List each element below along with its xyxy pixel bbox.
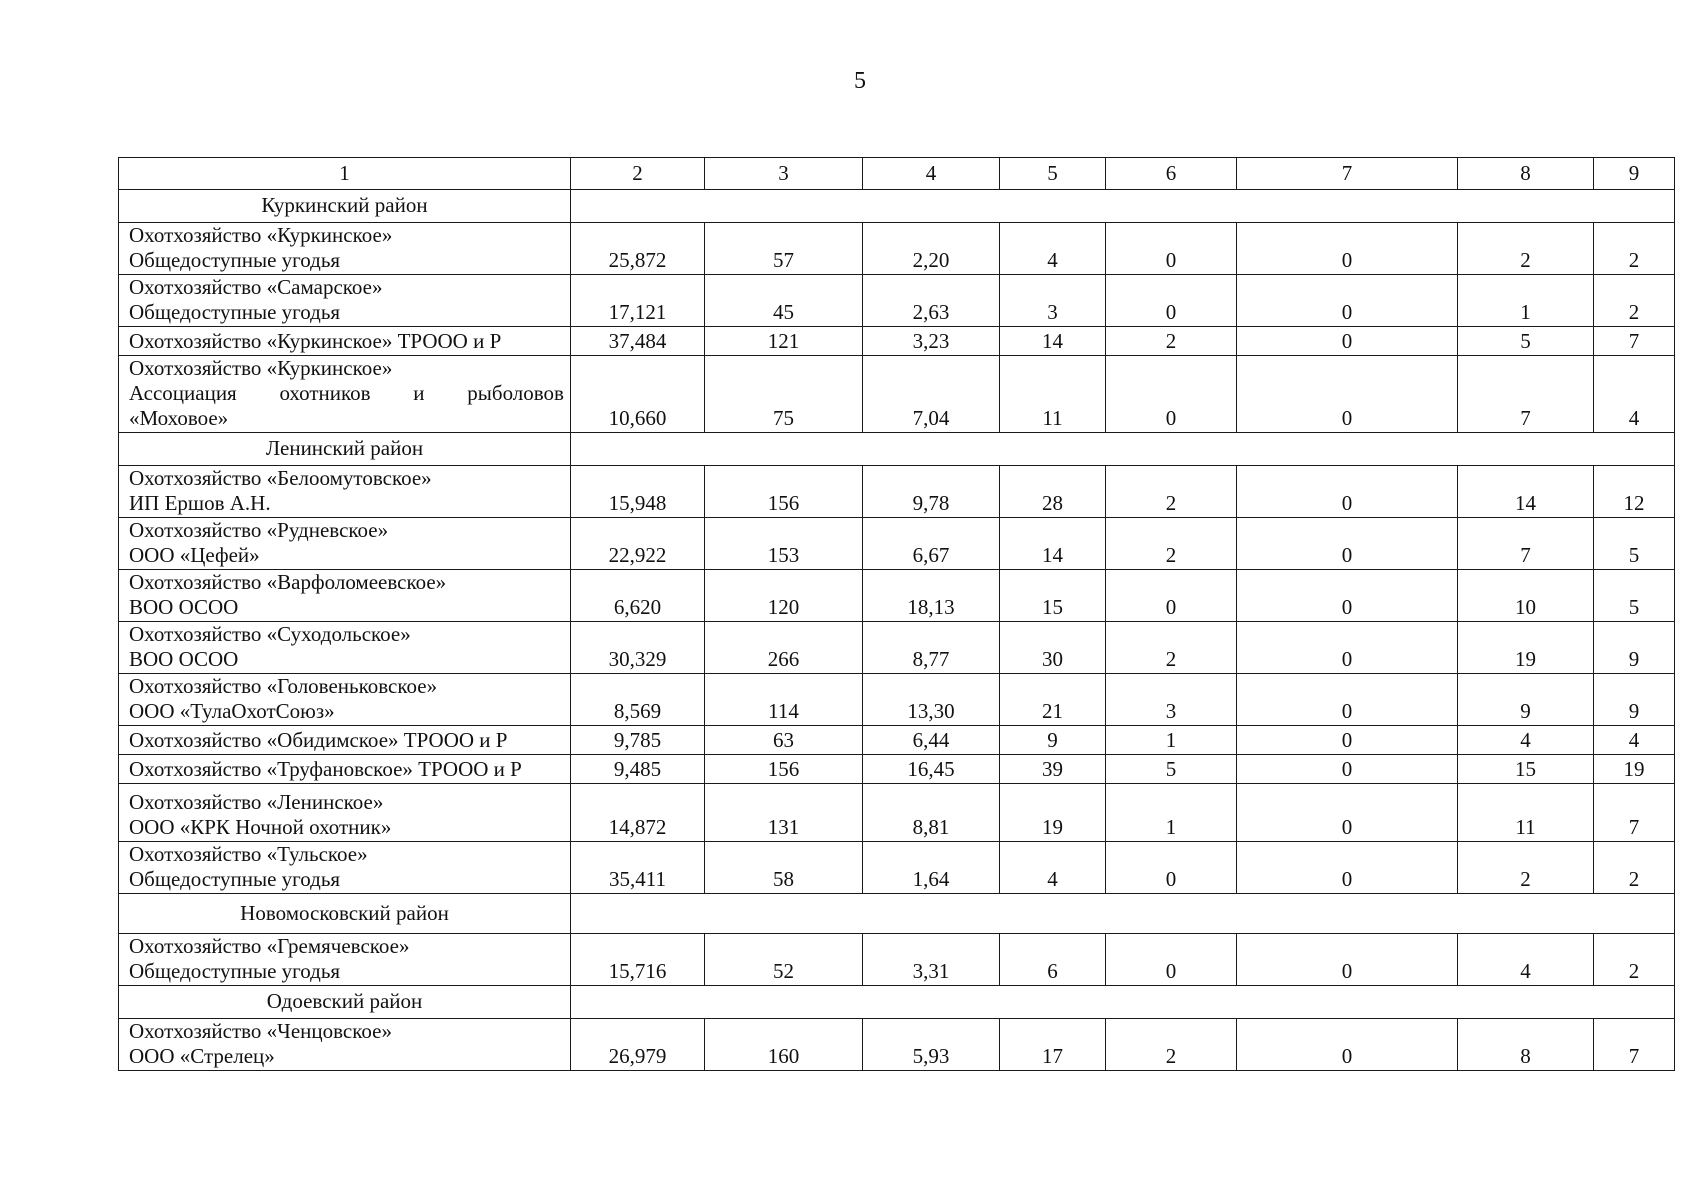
hunting-ground-name (119, 784, 571, 842)
value-cell-col-7: 0 (1237, 755, 1458, 784)
table-row (119, 842, 1675, 894)
value-cell-col-6: 2 (1106, 622, 1237, 674)
value-cell-col-8: 11 (1458, 784, 1594, 842)
name-line: Охотхозяйство «Самарское» (129, 275, 383, 299)
value-cell-col-2: 6,620 (571, 570, 705, 622)
column-number: 6 (1106, 158, 1237, 190)
value-cell-col-8: 15 (1458, 755, 1594, 784)
value-cell-col-6: 2 (1106, 1019, 1237, 1071)
value-cell-col-2: 8,569 (571, 674, 705, 726)
value-cell-col-4: 6,44 (863, 726, 1000, 755)
value-cell-col-5: 19 (1000, 784, 1106, 842)
column-number-row (119, 158, 1675, 190)
value-cell-col-2: 9,485 (571, 755, 705, 784)
value-cell-col-7: 0 (1237, 518, 1458, 570)
value-cell-col-3: 121 (705, 327, 863, 356)
name-line: ООО «Цефей» (129, 543, 260, 567)
value-cell-col-3: 114 (705, 674, 863, 726)
district-name: Новомосковский район (119, 894, 571, 934)
name-word: охотников (279, 381, 371, 405)
value-cell-col-8: 8 (1458, 1019, 1594, 1071)
table-row (119, 1019, 1675, 1071)
district-row (119, 190, 1675, 223)
name-line: Охотхозяйство «Тульское» (129, 842, 368, 866)
hunting-ground-name (119, 275, 571, 327)
name-line: Охотхозяйство «Ленинское» (129, 790, 384, 814)
table-row (119, 570, 1675, 622)
value-cell-col-3: 156 (705, 755, 863, 784)
value-cell-col-5: 9 (1000, 726, 1106, 755)
value-cell-col-3: 75 (705, 356, 863, 433)
table-row (119, 726, 1675, 755)
district-empty-cell (571, 190, 1675, 223)
hunting-ground-name (119, 518, 571, 570)
value-cell-col-9: 4 (1594, 356, 1675, 433)
value-cell-col-3: 63 (705, 726, 863, 755)
value-cell-col-7: 0 (1237, 356, 1458, 433)
value-cell-col-9: 4 (1594, 726, 1675, 755)
district-name: Ленинский район (119, 433, 571, 466)
page-number: 5 (854, 68, 866, 94)
hunting-ground-name (119, 223, 571, 275)
value-cell-col-7: 0 (1237, 223, 1458, 275)
name-line: Охотхозяйство «Куркинское» ТРООО и Р (129, 329, 502, 353)
value-cell-col-4: 2,20 (863, 223, 1000, 275)
table-row (119, 755, 1675, 784)
value-cell-col-4: 6,67 (863, 518, 1000, 570)
value-cell-col-2: 9,785 (571, 726, 705, 755)
value-cell-col-6: 2 (1106, 518, 1237, 570)
value-cell-col-3: 160 (705, 1019, 863, 1071)
value-cell-col-4: 8,77 (863, 622, 1000, 674)
value-cell-col-9: 7 (1594, 1019, 1675, 1071)
name-line: Охотхозяйство «Головеньковское» (129, 674, 438, 698)
value-cell-col-4: 7,04 (863, 356, 1000, 433)
value-cell-col-7: 0 (1237, 726, 1458, 755)
column-number: 4 (863, 158, 1000, 190)
value-cell-col-9: 7 (1594, 784, 1675, 842)
name-line: Общедоступные угодья (129, 300, 341, 324)
value-cell-col-5: 28 (1000, 466, 1106, 518)
table-row (119, 466, 1675, 518)
hunting-ground-name (119, 726, 571, 755)
value-cell-col-4: 3,23 (863, 327, 1000, 356)
value-cell-col-8: 7 (1458, 518, 1594, 570)
name-line: Охотхозяйство «Куркинское» (129, 223, 393, 247)
table-row (119, 223, 1675, 275)
value-cell-col-2: 15,716 (571, 934, 705, 986)
name-line (129, 381, 564, 406)
value-cell-col-6: 3 (1106, 674, 1237, 726)
name-line: Охотхозяйство «Обидимское» ТРООО и Р (129, 728, 508, 752)
value-cell-col-4: 3,31 (863, 934, 1000, 986)
district-empty-cell (571, 894, 1675, 934)
value-cell-col-6: 0 (1106, 275, 1237, 327)
value-cell-col-8: 1 (1458, 275, 1594, 327)
table-row (119, 784, 1675, 842)
value-cell-col-5: 17 (1000, 1019, 1106, 1071)
value-cell-col-8: 10 (1458, 570, 1594, 622)
table-row (119, 327, 1675, 356)
value-cell-col-9: 9 (1594, 622, 1675, 674)
value-cell-col-3: 266 (705, 622, 863, 674)
value-cell-col-8: 7 (1458, 356, 1594, 433)
value-cell-col-2: 35,411 (571, 842, 705, 894)
name-line: ВОО ОСОО (129, 595, 239, 619)
value-cell-col-5: 14 (1000, 518, 1106, 570)
hunting-ground-name (119, 842, 571, 894)
value-cell-col-6: 0 (1106, 356, 1237, 433)
value-cell-col-7: 0 (1237, 275, 1458, 327)
district-empty-cell (571, 433, 1675, 466)
district-name: Куркинский район (119, 190, 571, 223)
value-cell-col-5: 4 (1000, 223, 1106, 275)
value-cell-col-5: 21 (1000, 674, 1106, 726)
value-cell-col-7: 0 (1237, 1019, 1458, 1071)
table-row (119, 934, 1675, 986)
value-cell-col-3: 153 (705, 518, 863, 570)
value-cell-col-6: 0 (1106, 842, 1237, 894)
hunting-grounds-table (118, 157, 1675, 1071)
value-cell-col-4: 2,63 (863, 275, 1000, 327)
value-cell-col-5: 3 (1000, 275, 1106, 327)
name-line: Охотхозяйство «Ченцовское» (129, 1019, 392, 1043)
value-cell-col-9: 9 (1594, 674, 1675, 726)
value-cell-col-6: 2 (1106, 327, 1237, 356)
column-number: 3 (705, 158, 863, 190)
value-cell-col-4: 8,81 (863, 784, 1000, 842)
value-cell-col-4: 9,78 (863, 466, 1000, 518)
value-cell-col-2: 25,872 (571, 223, 705, 275)
hunting-ground-name (119, 466, 571, 518)
value-cell-col-2: 30,329 (571, 622, 705, 674)
value-cell-col-6: 0 (1106, 570, 1237, 622)
value-cell-col-9: 12 (1594, 466, 1675, 518)
value-cell-col-9: 2 (1594, 275, 1675, 327)
value-cell-col-7: 0 (1237, 466, 1458, 518)
value-cell-col-5: 11 (1000, 356, 1106, 433)
value-cell-col-7: 0 (1237, 327, 1458, 356)
value-cell-col-3: 57 (705, 223, 863, 275)
name-line: Охотхозяйство «Куркинское» (129, 356, 393, 380)
value-cell-col-7: 0 (1237, 934, 1458, 986)
value-cell-col-9: 2 (1594, 934, 1675, 986)
value-cell-col-8: 9 (1458, 674, 1594, 726)
column-number: 9 (1594, 158, 1675, 190)
value-cell-col-3: 45 (705, 275, 863, 327)
hunting-ground-name (119, 674, 571, 726)
value-cell-col-9: 7 (1594, 327, 1675, 356)
name-word: Ассоциация (129, 381, 237, 405)
name-line: Охотхозяйство «Гремячевское» (129, 934, 410, 958)
name-line: Общедоступные угодья (129, 867, 341, 891)
name-line: ООО «ТулаОхотСоюз» (129, 699, 335, 723)
value-cell-col-8: 5 (1458, 327, 1594, 356)
table-row (119, 518, 1675, 570)
value-cell-col-3: 52 (705, 934, 863, 986)
value-cell-col-2: 10,660 (571, 356, 705, 433)
name-line: ООО «Стрелец» (129, 1044, 275, 1068)
value-cell-col-9: 2 (1594, 223, 1675, 275)
district-row (119, 986, 1675, 1019)
name-line: ВОО ОСОО (129, 647, 239, 671)
hunting-ground-name (119, 1019, 571, 1071)
value-cell-col-7: 0 (1237, 622, 1458, 674)
name-line: Охотхозяйство «Варфоломеевское» (129, 570, 447, 594)
name-line: Охотхозяйство «Белоомутовское» (129, 466, 432, 490)
value-cell-col-2: 17,121 (571, 275, 705, 327)
value-cell-col-6: 0 (1106, 223, 1237, 275)
value-cell-col-4: 1,64 (863, 842, 1000, 894)
value-cell-col-8: 14 (1458, 466, 1594, 518)
value-cell-col-9: 19 (1594, 755, 1675, 784)
column-number: 7 (1237, 158, 1458, 190)
table-body (119, 158, 1675, 1071)
column-number: 5 (1000, 158, 1106, 190)
value-cell-col-8: 2 (1458, 842, 1594, 894)
value-cell-col-5: 30 (1000, 622, 1106, 674)
name-line: ООО «КРК Ночной охотник» (129, 815, 392, 839)
value-cell-col-9: 2 (1594, 842, 1675, 894)
value-cell-col-2: 15,948 (571, 466, 705, 518)
value-cell-col-8: 2 (1458, 223, 1594, 275)
hunting-ground-name (119, 622, 571, 674)
name-word: и (413, 381, 425, 405)
value-cell-col-5: 39 (1000, 755, 1106, 784)
name-line: «Моховое» (129, 406, 229, 430)
value-cell-col-6: 1 (1106, 726, 1237, 755)
value-cell-col-2: 37,484 (571, 327, 705, 356)
value-cell-col-8: 4 (1458, 934, 1594, 986)
name-word: рыболовов (467, 381, 564, 405)
value-cell-col-4: 5,93 (863, 1019, 1000, 1071)
value-cell-col-2: 22,922 (571, 518, 705, 570)
value-cell-col-3: 131 (705, 784, 863, 842)
value-cell-col-3: 58 (705, 842, 863, 894)
district-empty-cell (571, 986, 1675, 1019)
value-cell-col-7: 0 (1237, 842, 1458, 894)
table-row (119, 622, 1675, 674)
column-number: 2 (571, 158, 705, 190)
district-row (119, 894, 1675, 934)
table-row (119, 356, 1675, 433)
value-cell-col-4: 13,30 (863, 674, 1000, 726)
value-cell-col-9: 5 (1594, 570, 1675, 622)
name-line: Охотхозяйство «Суходольское» (129, 622, 411, 646)
value-cell-col-7: 0 (1237, 784, 1458, 842)
value-cell-col-6: 2 (1106, 466, 1237, 518)
value-cell-col-8: 4 (1458, 726, 1594, 755)
name-line: Охотхозяйство «Труфановское» ТРООО и Р (129, 757, 522, 781)
district-row (119, 433, 1675, 466)
column-number: 8 (1458, 158, 1594, 190)
hunting-ground-name (119, 570, 571, 622)
value-cell-col-4: 18,13 (863, 570, 1000, 622)
value-cell-col-5: 15 (1000, 570, 1106, 622)
value-cell-col-9: 5 (1594, 518, 1675, 570)
value-cell-col-2: 14,872 (571, 784, 705, 842)
table-row (119, 275, 1675, 327)
value-cell-col-4: 16,45 (863, 755, 1000, 784)
name-line: Общедоступные угодья (129, 959, 341, 983)
value-cell-col-6: 0 (1106, 934, 1237, 986)
value-cell-col-6: 1 (1106, 784, 1237, 842)
value-cell-col-3: 156 (705, 466, 863, 518)
table-row (119, 674, 1675, 726)
hunting-ground-name (119, 934, 571, 986)
value-cell-col-7: 0 (1237, 674, 1458, 726)
value-cell-col-7: 0 (1237, 570, 1458, 622)
name-line: Общедоступные угодья (129, 248, 341, 272)
value-cell-col-2: 26,979 (571, 1019, 705, 1071)
value-cell-col-5: 14 (1000, 327, 1106, 356)
value-cell-col-8: 19 (1458, 622, 1594, 674)
hunting-ground-name (119, 356, 571, 433)
name-line: Охотхозяйство «Рудневское» (129, 518, 389, 542)
column-number: 1 (119, 158, 571, 190)
value-cell-col-5: 6 (1000, 934, 1106, 986)
value-cell-col-5: 4 (1000, 842, 1106, 894)
value-cell-col-6: 5 (1106, 755, 1237, 784)
district-name: Одоевский район (119, 986, 571, 1019)
hunting-ground-name (119, 755, 571, 784)
value-cell-col-3: 120 (705, 570, 863, 622)
name-line: ИП Ершов А.Н. (129, 491, 271, 515)
hunting-ground-name (119, 327, 571, 356)
